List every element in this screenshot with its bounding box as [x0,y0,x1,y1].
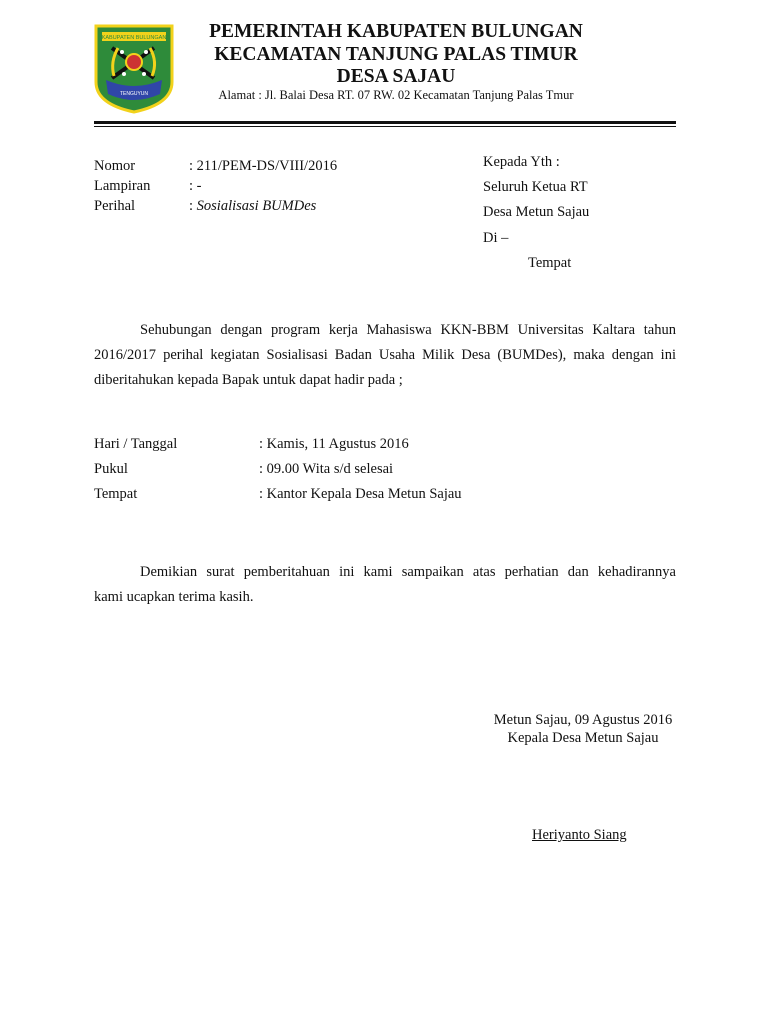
para1-line-2: 2016/2017 perihal kegiatan Sosialisasi Badan Usaha Milik Desa (BUMDes), maka dengan ini [94,347,676,363]
header-line-2: KECAMATAN TANJUNG PALAS TIMUR [214,44,578,65]
detail-label-place: Tempat [94,486,138,502]
header-divider-thin [94,126,676,127]
header-line-3: DESA SAJAU [336,66,456,87]
recipient-line-1: Kepada Yth : [483,154,560,170]
para1-line-3: diberitahukan kepada Bapak untuk dapat hadir pada ; [94,372,403,388]
detail-value-place: : Kantor Kepala Desa Metun Sajau [259,486,462,502]
logo-emblem-icon [92,22,176,114]
para2-line-1: Demikian surat pemberitahuan ini kami sampaikan atas perhatian dan kehadirannya [140,564,676,580]
meta-perihal-colon: : [189,198,197,214]
signature-title: Kepala Desa Metun Sajau [507,730,659,746]
header-address: Alamat : Jl. Balai Desa RT. 07 RW. 02 Kecamatan Tanjung Palas Tmur [218,88,574,102]
body-paragraph-2 [94,560,676,610]
meta-perihal-subject: Sosialisasi BUMDes [196,198,317,214]
meta-label-perihal: Perihal [94,198,136,214]
detail-value-date: : Kamis, 11 Agustus 2016 [259,436,409,452]
meta-label-nomor: Nomor [94,158,136,174]
para2-line-2: kami ucapkan terima kasih. [94,589,254,605]
recipient-line-5: Tempat [528,255,572,271]
detail-label-time: Pukul [94,461,128,477]
recipient-line-2: Seluruh Ketua RT [483,179,588,195]
recipient-line-3: Desa Metun Sajau [483,204,590,220]
body-paragraph-1 [94,318,676,393]
meta-value-nomor: : 211/PEM-DS/VIII/2016 [189,158,338,174]
meta-value-lampiran: : - [189,178,202,194]
meta-label-lampiran: Lampiran [94,178,151,194]
detail-value-time: : 09.00 Wita s/d selesai [259,461,394,477]
header-line-1: PEMERINTAH KABUPATEN BULUNGAN [209,21,583,42]
logo-banner-text: KABUPATEN BULUNGAN [101,35,167,41]
para1-line-1: Sehubungan dengan program kerja Mahasiswa KKN-BBM Universitas Kaltara tahun [140,322,676,338]
detail-label-date: Hari / Tanggal [94,436,178,452]
signature-place-date: Metun Sajau, 09 Agustus 2016 [493,712,673,728]
header-divider-thick [94,121,676,124]
logo-bottom-text: TENGUYUN [119,91,149,97]
signature-name: Heriyanto Siang [532,827,627,843]
recipient-line-4: Di – [483,230,509,246]
meta-value-perihal [189,198,316,215]
kabupaten-bulungan-logo [92,22,176,114]
